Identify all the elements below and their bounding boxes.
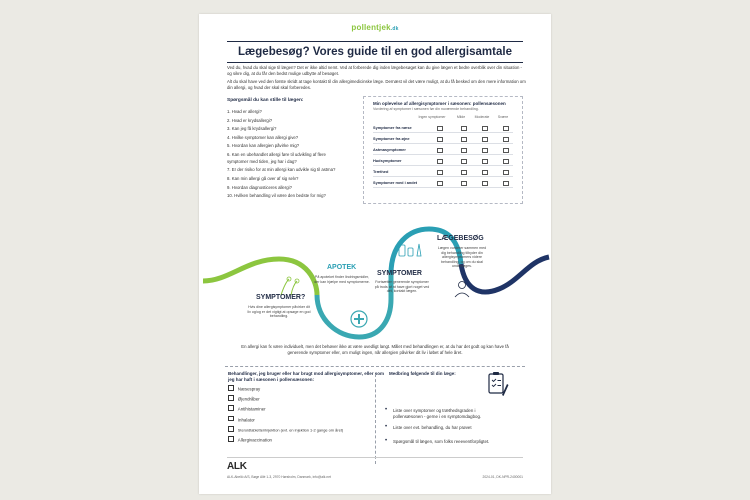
symptom-checkbox[interactable] <box>461 170 467 176</box>
intro-paragraph-1: Ved du, hvad du skal sige til lægen? Det er ikke altid nemt. Ved at forberede dig inden lægebesøget kan du give lægen et bedre overblik over din situation - og sikre dig, at du får den bedst mulige udbytte af besøget. <box>227 65 522 76</box>
treatment-item[interactable] <box>228 395 343 405</box>
treatment-checkbox[interactable] <box>228 385 234 391</box>
bring-item: • Liste over evt. behandling, du har prøvet <box>385 425 501 431</box>
treatment-label: Øjendråber <box>237 396 260 402</box>
symptom-checkbox[interactable] <box>437 159 443 165</box>
journey-symptomer-mid-text: Fortsætter generende symptomer på trods af at have gjort noget ved det, kontakt lægen. <box>374 280 430 294</box>
treatment-label: Næsespray <box>237 386 261 392</box>
bring-item: • Spørgsmål til lægen, som folks reeeventforpligtet. <box>385 439 501 445</box>
symptom-checkbox[interactable] <box>503 126 509 132</box>
intro-paragraph-2: Alt du skal have ved den første skridt at tage kontakt til din allergimedicinske læge. Dernæst vil det være muligt, at du få besked om den mere information om din allergi, og hvad der skal skal forberedes. <box>227 79 526 90</box>
treatment-label: Steroidtabletter/injektion (evt. en injektion 1-2 gange om året) <box>237 427 344 433</box>
symptom-checkbox[interactable] <box>437 126 443 132</box>
symptom-checkbox[interactable] <box>482 137 488 143</box>
treatment-label: Allergivaccination <box>237 437 272 443</box>
journey-laegebesog-text: Lægen vurderer sammen med dig behandling tilbyder din allergisymptomers videre behandling, og om du skal undersøges. <box>437 246 487 269</box>
journey-symptomer-mid-title: SYMPTOMER <box>377 270 422 277</box>
pollentjek-logo: pollentjek.dk <box>351 23 399 32</box>
treatment-item[interactable] <box>228 426 343 436</box>
journey-symptomer-left-title: SYMPTOMER? <box>256 294 306 301</box>
intro-text <box>227 65 527 93</box>
footer-code: 2024-01, DK-NPR-2400001 <box>482 475 523 479</box>
treatment-checkbox[interactable] <box>228 405 234 411</box>
treatment-item[interactable] <box>228 436 343 446</box>
level-header: Milde <box>456 115 466 119</box>
symptom-table-subheading: Vurdering af symptomer i sæsonen før din nuværende behandling. <box>373 107 479 111</box>
questions-heading: Spørgsmål du kan stille til lægen: <box>227 98 304 103</box>
symptom-checkbox[interactable] <box>482 170 488 176</box>
symptom-row <box>373 145 513 155</box>
symptom-row-label: Symptomer fra øjne <box>373 136 410 141</box>
symptom-row-label: Symptomer med i andet <box>373 180 418 185</box>
symptom-checkbox[interactable] <box>461 137 467 143</box>
symptom-checkbox[interactable] <box>482 159 488 165</box>
column-divider <box>375 374 376 464</box>
treatments-heading: Behandlinger, jeg bruger eller har brugt mod allergisymptomer, eller som jeg har haft i sæsonen i pollensæsonen: <box>228 371 385 382</box>
level-header: Svære <box>497 115 509 119</box>
question-item: symptomer med tiden, jeg har i dag? <box>227 158 297 164</box>
symptom-row-label: Træthed <box>373 169 389 174</box>
symptom-checkbox[interactable] <box>461 181 467 187</box>
question-item: 2. Hvad er krydsallergi? <box>227 117 273 123</box>
symptom-row <box>373 156 513 166</box>
level-header: Ingen symptomer <box>418 115 446 119</box>
journey-laegebesog-title: LÆGEBESØG <box>437 235 484 242</box>
footer-rule <box>227 457 523 458</box>
question-item: 6. Kan en ubehandlet allergi føre til udvikling af flere <box>227 151 326 157</box>
alk-logo: ALK <box>227 461 247 472</box>
question-item: 3. Kan jeg få krydsallergi? <box>227 126 277 132</box>
symptom-checkbox[interactable] <box>437 148 443 154</box>
treatment-item[interactable] <box>228 385 343 395</box>
symptom-table-heading: Min oplevelse af allergisymptomer i sæsonen: pollensæsonen <box>373 101 506 106</box>
symptom-checkbox[interactable] <box>482 126 488 132</box>
questions-list <box>227 109 372 202</box>
symptom-table <box>363 96 523 204</box>
question-item: 9. Hvordan diagnosticeres allergi? <box>227 184 292 190</box>
symptom-row-label: Astmasymptomer <box>373 147 406 152</box>
symptom-checkbox[interactable] <box>482 148 488 154</box>
treatment-item[interactable] <box>228 405 343 415</box>
clipboard-checklist-icon <box>487 371 509 397</box>
treatment-checkbox[interactable] <box>228 395 234 401</box>
symptom-checkbox[interactable] <box>503 137 509 143</box>
question-item: 7. Er der risiko for at min allergi kan udvikle sig til astma? <box>227 167 336 173</box>
treatment-goal-text: En allergi kan fx være individuelt, men det behøver ikke at være uvedligt langt. Målet med behandlingen er, at du har det godt og kan have få generende symptomer eller, om muligt ingen, når allergien påvirker dit liv i løbet af hele året. <box>241 344 509 355</box>
wave-segment-green <box>203 259 317 295</box>
symptom-row <box>373 167 513 177</box>
symptom-row <box>373 134 513 144</box>
bring-heading: Medbring følgende til din læge: <box>389 371 456 376</box>
question-item: 5. Hvordan kan allergien påvirke mig? <box>227 143 300 149</box>
symptom-row-label: Hudsymptomer <box>373 158 402 163</box>
treatment-label: Antihistaminer <box>237 406 266 412</box>
journey-symptomer-left-text: Hvis dine allergisymptomer påvirker dit liv og/og er det vigtigt at opsøge en god behandling. <box>247 305 311 319</box>
symptom-row-label: Symptomer fra næse <box>373 125 412 130</box>
footer-address: ALK-Abelló A/S, Bøge Allé 1-3, 2970 Hørsholm, Danmark, info@alk.net <box>227 475 331 479</box>
bring-list <box>385 408 501 444</box>
journey-apotek-title: APOTEK <box>327 264 357 271</box>
treatments-list <box>228 385 343 446</box>
symptom-checkbox[interactable] <box>461 148 467 154</box>
medicine-bottles-icon <box>399 244 421 256</box>
treatment-checkbox[interactable] <box>228 416 234 422</box>
symptom-row <box>373 123 513 133</box>
symptom-checkbox[interactable] <box>437 181 443 187</box>
question-item: 8. Kan min allergi gå over af sig selv? <box>227 175 299 181</box>
journey-apotek-text: På apoteket finder lindringsmidler, der kan hjælpe med symptomerne. <box>314 275 370 284</box>
section-divider <box>225 366 525 367</box>
treatment-label: Inhalator <box>237 417 255 423</box>
symptom-checkbox[interactable] <box>482 181 488 187</box>
question-item: 10. Hvilken behandling vil være den bedste for mig? <box>227 193 326 199</box>
level-header: Moderate <box>474 115 490 119</box>
symptom-checkbox[interactable] <box>503 159 509 165</box>
page-title: Lægebesøg? Vores guide til en god allergisamtale <box>238 46 512 58</box>
title-banner <box>227 41 523 63</box>
symptom-checkbox[interactable] <box>437 170 443 176</box>
treatment-checkbox[interactable] <box>228 426 234 432</box>
symptom-checkbox[interactable] <box>503 170 509 176</box>
symptom-checkbox[interactable] <box>503 181 509 187</box>
treatment-checkbox[interactable] <box>228 436 234 442</box>
symptom-checkbox[interactable] <box>461 159 467 165</box>
question-item: 4. Hvilke symptomer kan allergi give? <box>227 134 299 140</box>
symptom-row <box>373 178 513 188</box>
symptom-checkbox[interactable] <box>461 126 467 132</box>
guide-page <box>199 14 551 494</box>
symptom-checkbox[interactable] <box>437 137 443 143</box>
bring-item: • Liste over symptomer og træthedsgraden i pollensæsonen - gerne i en symptomdagbog. <box>385 408 501 419</box>
symptom-checkbox[interactable] <box>503 148 509 154</box>
pollen-plant-icon <box>281 277 299 295</box>
treatment-item[interactable] <box>228 416 343 426</box>
question-item: 1. Hvad er allergi? <box>227 109 262 114</box>
